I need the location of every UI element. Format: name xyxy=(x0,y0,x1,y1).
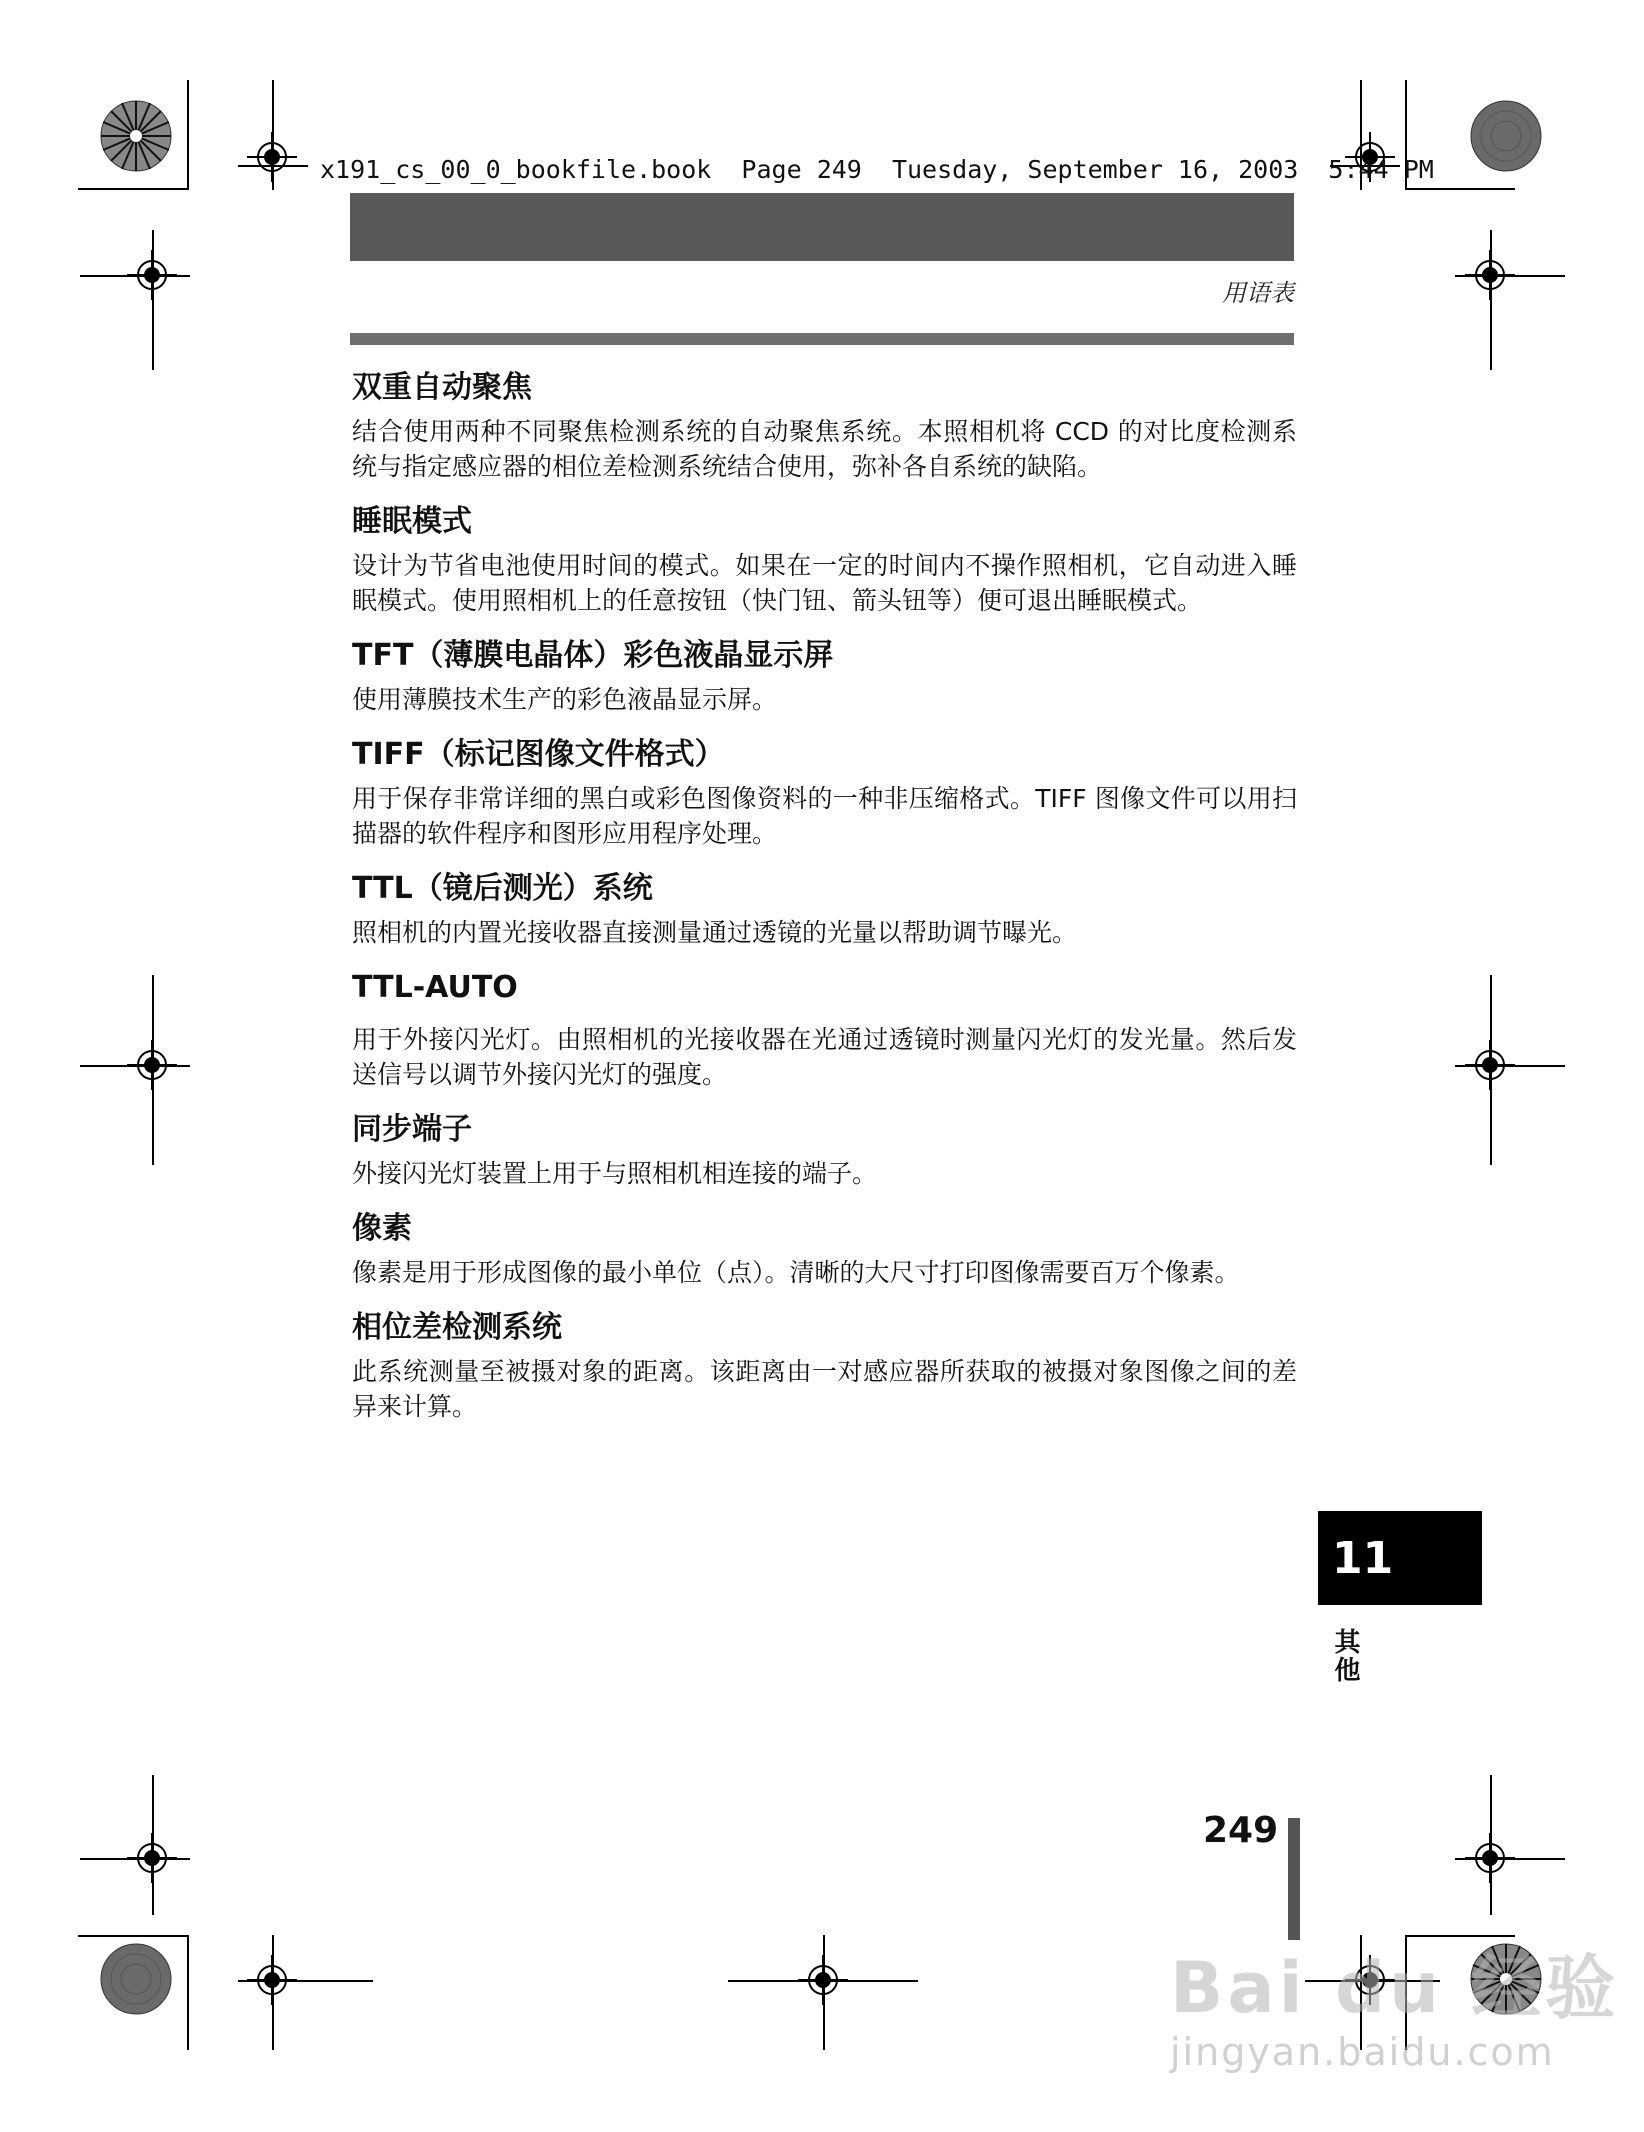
star-target-icon xyxy=(100,100,172,172)
glossary-entry xyxy=(352,1110,1297,1191)
glossary-definition: 设计为节省电池使用时间的模式。如果在一定的时间内不操作照相机，它自动进入睡眠模式。使用照相机上的任意按钮（快门钮、箭头钮等）便可退出睡眠模式。 xyxy=(352,551,1297,615)
glossary-term: 同步端子 xyxy=(352,1112,472,1147)
glossary-entry xyxy=(352,1209,1297,1290)
glossary-term: TFT（薄膜电晶体）彩色液晶显示屏 xyxy=(352,638,834,673)
glossary-definition: 用于外接闪光灯。由照相机的光接收器在光通过透镜时测量闪光灯的发光量。然后发送信号以调节外接闪光灯的强度。 xyxy=(352,1025,1297,1089)
header-band xyxy=(350,193,1294,261)
glossary-entry xyxy=(352,636,1297,717)
glossary-term: TIFF（标记图像文件格式） xyxy=(352,737,725,772)
glossary-entry xyxy=(352,502,1297,618)
registration-target-icon xyxy=(1465,250,1515,300)
section-rule xyxy=(350,333,1294,345)
registration-target-icon xyxy=(127,1040,177,1090)
glossary-entry xyxy=(352,869,1297,950)
watermark-logo: Bai du 经验 xyxy=(1170,1947,1620,2029)
glossary-entry xyxy=(352,368,1297,484)
glossary-definition: 使用薄膜技术生产的彩色液晶显示屏。 xyxy=(352,685,778,714)
glossary-term: TTL-AUTO xyxy=(352,970,518,1005)
glossary-list xyxy=(352,368,1297,1442)
gray-target-icon xyxy=(1470,100,1542,172)
glossary-definition: 结合使用两种不同聚焦检测系统的自动聚焦系统。本照相机将 CCD 的对比度检测系统与指定感应器的相位差检测系统结合使用，弥补各自系统的缺陷。 xyxy=(352,417,1297,481)
glossary-term: 相位差检测系统 xyxy=(352,1310,562,1345)
watermark-url: jingyan.baidu.com xyxy=(1170,2030,1555,2074)
page-number: 249 xyxy=(1203,1810,1279,1851)
gray-target-icon xyxy=(100,1943,172,2015)
glossary-entry xyxy=(352,1308,1297,1424)
glossary-term: 睡眠模式 xyxy=(352,504,472,539)
book-file-info: x191_cs_00_0_bookfile.book Page 249 Tuesday, September 16, 2003 5:44 PM xyxy=(320,155,1434,184)
registration-target-icon xyxy=(798,1955,848,2005)
glossary-term: 像素 xyxy=(352,1211,412,1246)
chapter-tab-label: 其他 xyxy=(1330,1628,1360,1684)
registration-target-icon xyxy=(247,132,297,182)
glossary-definition: 用于保存非常详细的黑白或彩色图像资料的一种非压缩格式。TIFF 图像文件可以用扫描器的软件程序和图形应用程序处理。 xyxy=(352,784,1297,848)
glossary-definition: 照相机的内置光接收器直接测量通过透镜的光量以帮助调节曝光。 xyxy=(352,918,1078,947)
glossary-definition: 此系统测量至被摄对象的距离。该距离由一对感应器所获取的被摄对象图像之间的差异来计算。 xyxy=(352,1357,1297,1421)
glossary-definition: 外接闪光灯装置上用于与照相机相连接的端子。 xyxy=(352,1159,878,1188)
glossary-entry xyxy=(352,968,1297,1092)
registration-target-icon xyxy=(127,250,177,300)
page-number-bar xyxy=(1288,1818,1300,1940)
glossary-entry xyxy=(352,735,1297,851)
glossary-term: TTL（镜后测光）系统 xyxy=(352,871,653,906)
registration-target-icon xyxy=(1465,1040,1515,1090)
registration-target-icon xyxy=(127,1833,177,1883)
glossary-definition: 像素是用于形成图像的最小单位（点）。清晰的大尺寸打印图像需要百万个像素。 xyxy=(352,1258,1240,1287)
registration-target-icon xyxy=(247,1955,297,2005)
registration-target-icon xyxy=(1465,1833,1515,1883)
chapter-tab-number: 11 xyxy=(1318,1511,1482,1605)
glossary-term: 双重自动聚焦 xyxy=(352,370,532,405)
section-title: 用语表 xyxy=(1222,279,1294,307)
